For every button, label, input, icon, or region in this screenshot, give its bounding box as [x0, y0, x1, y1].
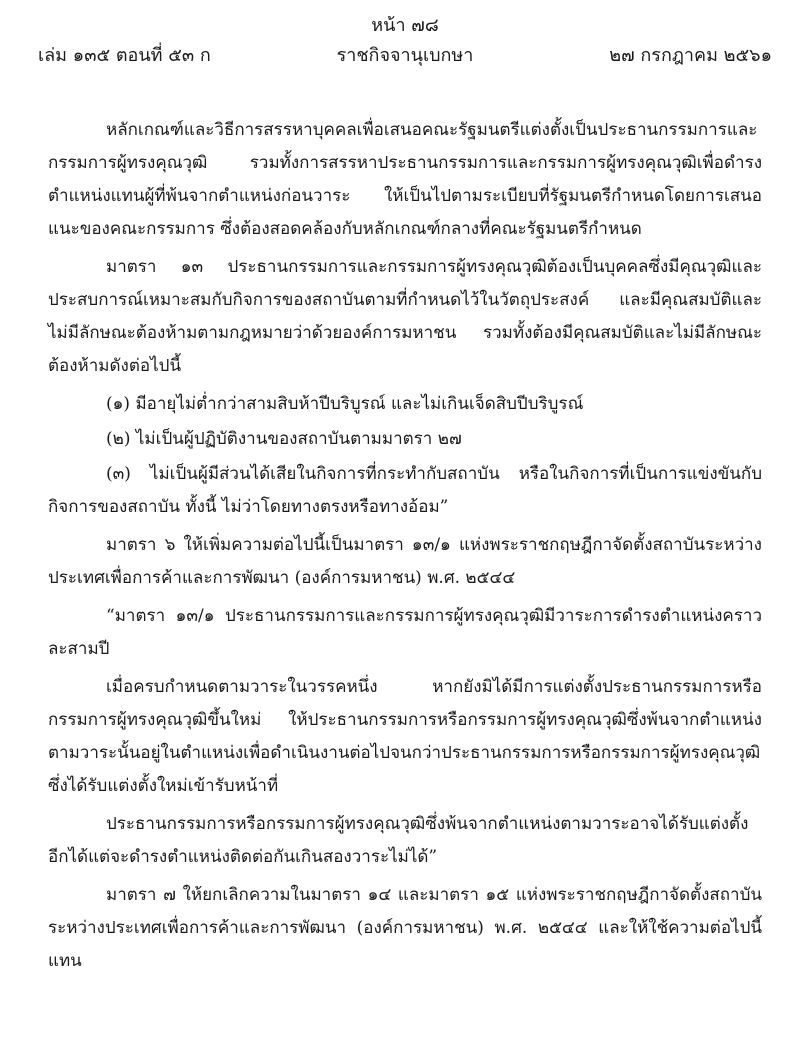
paragraph-section-13: มาตรา ๑๓ ประธานกรรมการและกรรมการผู้ทรงคุณวุฒิต้องเป็นบุคคลซึ่งมีคุณวุฒิและประสบการณ์เหมาะสมกับกิจการของสถาบันตามที่กำหนดไว้ในวัตถุประสงค์ และมีคุณสมบัติและไม่มีลักษณะต้องห้ามตามกฎหมายว่าด้วยองค์การมหาชน รวมทั้งต้องมีคุณสมบัติและไม่มีลักษณะต้องห้ามดังต่อไปนี้: [48, 257, 762, 376]
list-item-qualification-3: (๓) ไม่เป็นผู้มีส่วนได้เสียในกิจการที่กระทำกับสถาบัน หรือในกิจการที่เป็นการแข่งขันกับกิจการของสถาบัน ทั้งนี้ ไม่ว่าโดยทางตรงหรือทางอ้อม”: [48, 464, 762, 517]
list-item-qualification-1: (๑) มีอายุไม่ต่ำกว่าสามสิบห้าปีบริบูรณ์ และไม่เกินเจ็ดสิบปีบริบูรณ์: [106, 394, 584, 414]
paragraph-section-13-1: “มาตรา ๑๓/๑ ประธานกรรมการและกรรมการผู้ทรงคุณวุฒิมีวาระการดำรงตำแหน่งคราวละสามปี: [48, 606, 762, 659]
paragraph-reappointment: ประธานกรรมการหรือกรรมการผู้ทรงคุณวุฒิซึ่งพ้นจากตำแหน่งตามวาระอาจได้รับแต่งตั้งอีกได้แต่จะดำรงตำแหน่งติดต่อกันเกินสองวาระไม่ได้”: [48, 814, 749, 867]
volume-issue: เล่ม ๑๓๕ ตอนที่ ๕๓ ก: [38, 45, 211, 66]
publication-title: ราชกิจจานุเบกษา: [336, 45, 474, 66]
paragraph-section-6: มาตรา ๖ ให้เพิ่มความต่อไปนี้เป็นมาตรา ๑๓/๑ แห่งพระราชกฤษฎีกาจัดตั้งสถาบันระหว่างประเทศเพื่อการค้าและการพัฒนา (องค์การมหาชน) พ.ศ. ๒๕๔๔: [48, 535, 762, 588]
paragraph-section-7: มาตรา ๗ ให้ยกเลิกความในมาตรา ๑๔ และมาตรา ๑๕ แห่งพระราชกฤษฎีกาจัดตั้งสถาบันระหว่างประเทศเพื่อการค้าและการพัฒนา (องค์การมหาชน) พ.ศ. ๒๕๔๔ และให้ใช้ความต่อไปนี้แทน: [48, 885, 762, 971]
list-item-qualification-2: (๒) ไม่เป็นผู้ปฏิบัติงานของสถาบันตามมาตรา ๒๗: [106, 429, 462, 449]
publication-date: ๒๗ กรกฎาคม ๒๕๖๑: [609, 45, 772, 66]
paragraph-selection-criteria: หลักเกณฑ์และวิธีการสรรหาบุคคลเพื่อเสนอคณะรัฐมนตรีแต่งตั้งเป็นประธานกรรมการและกรรมการผู้ทรงคุณวุฒิ รวมทั้งการสรรหาประธานกรรมการและกรรมการผู้ทรงคุณวุฒิเพื่อดำรงตำแหน่งแทนผู้ที่พ้นจากตำแหน่งก่อนวาระ ให้เป็นไปตามระเบียบที่รัฐมนตรีกำหนดโดยการเสนอแนะของคณะกรรมการ ซึ่งต้องสอดคล้องกับหลักเกณฑ์กลางที่คณะรัฐมนตรีกำหนด: [48, 120, 762, 239]
document-body: [48, 114, 762, 983]
page-number: หน้า ๗๘: [371, 15, 439, 36]
paragraph-term-expiry: เมื่อครบกำหนดตามวาระในวรรคหนึ่ง หากยังมิได้มีการแต่งตั้งประธานกรรมการหรือกรรมการผู้ทรงคุณวุฒิขึ้นใหม่ ให้ประธานกรรมการหรือกรรมการผู้ทรงคุณวุฒิซึ่งพ้นจากตำแหน่งตามวาระนั้นอยู่ในตำแหน่งเพื่อดำเนินงานต่อไปจนกว่าประธานกรรมการหรือกรรมการผู้ทรงคุณวุฒิซึ่งได้รับแต่งตั้งใหม่เข้ารับหน้าที่: [48, 677, 762, 796]
